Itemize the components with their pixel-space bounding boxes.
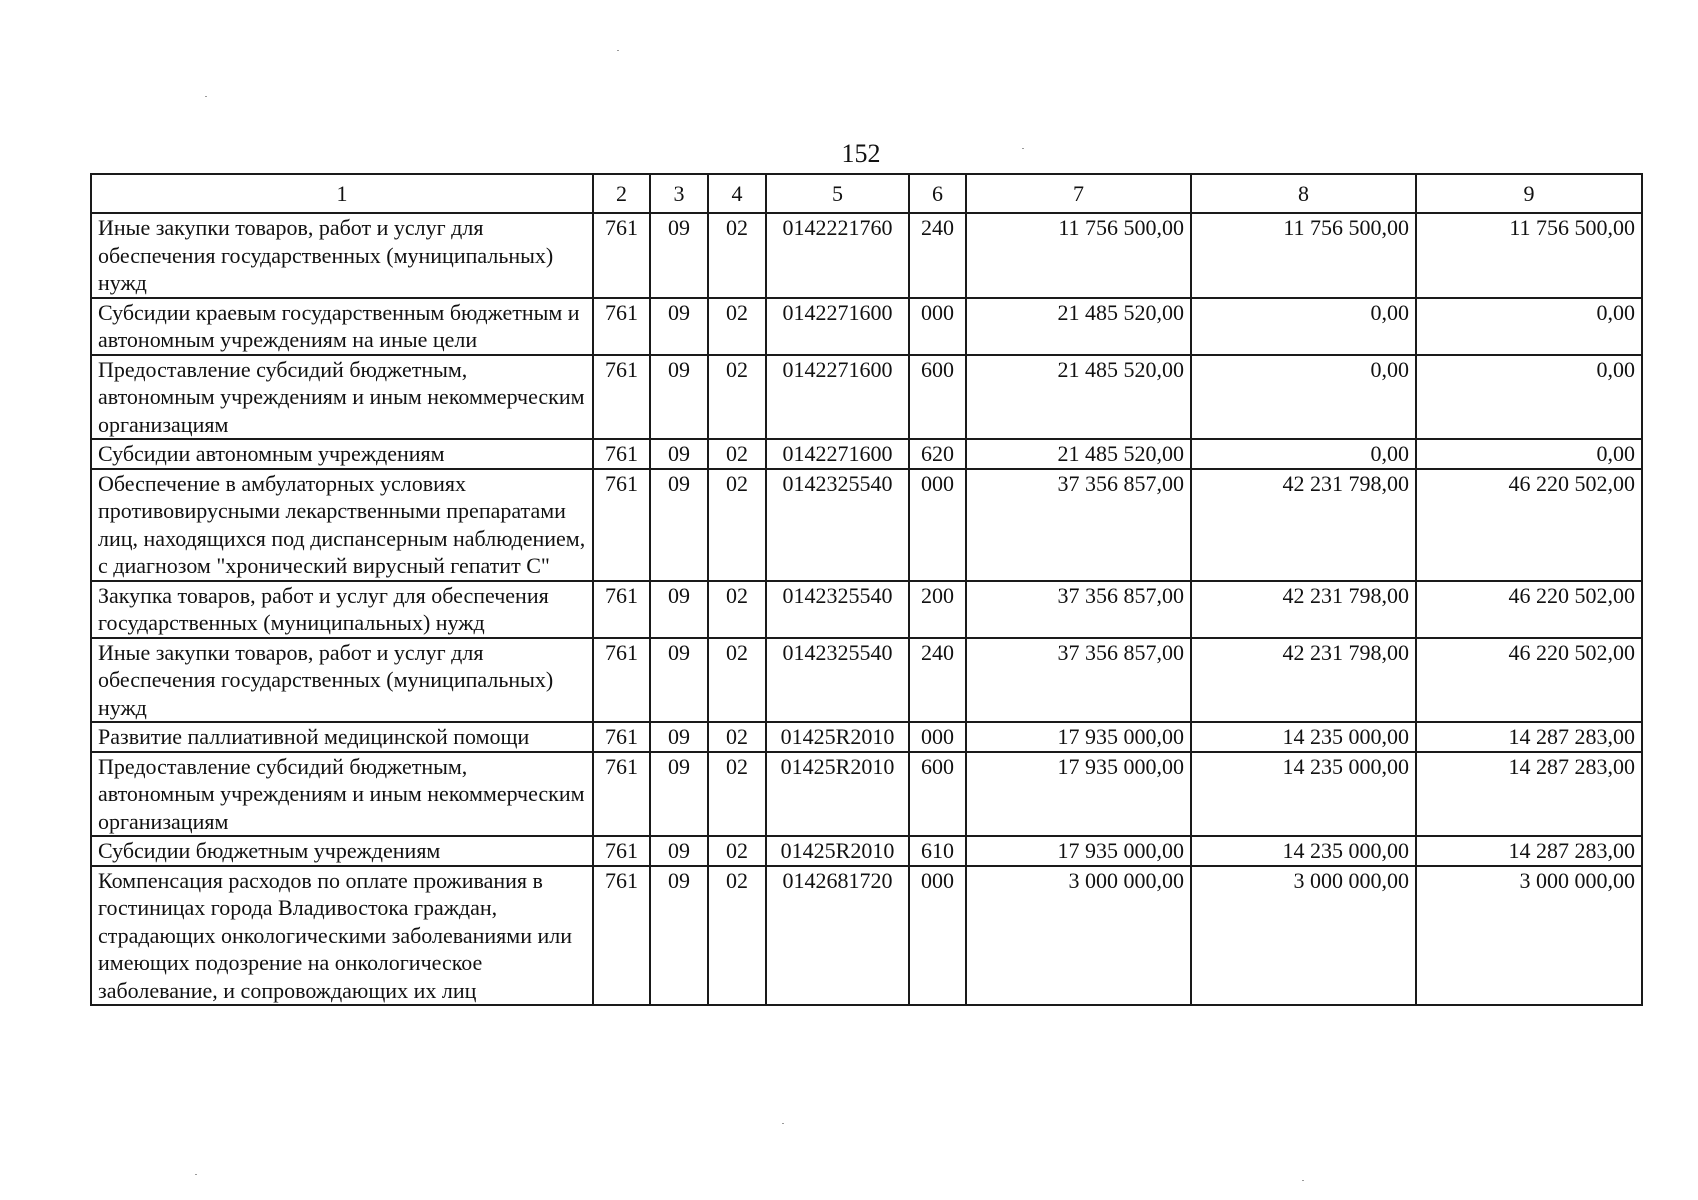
row-section-code: 09 xyxy=(650,581,708,638)
row-amount-col9: 14 287 283,00 xyxy=(1416,752,1642,837)
row-target-code: 0142325540 xyxy=(766,638,909,723)
table-row xyxy=(91,581,1642,638)
row-amount-col7: 37 356 857,00 xyxy=(966,469,1191,581)
row-name: Предоставление субсидий бюджетным, автономным учреждениям и иным некоммерческим организациям xyxy=(91,752,593,837)
row-subsection-code: 02 xyxy=(708,752,766,837)
row-target-code: 0142681720 xyxy=(766,866,909,1006)
row-section-code: 09 xyxy=(650,298,708,355)
row-amount-col8: 42 231 798,00 xyxy=(1191,638,1416,723)
scan-speck xyxy=(1022,148,1024,149)
row-section-code: 09 xyxy=(650,355,708,440)
row-amount-col8: 0,00 xyxy=(1191,298,1416,355)
row-ministry-code: 761 xyxy=(593,439,650,469)
table-row xyxy=(91,298,1642,355)
row-section-code: 09 xyxy=(650,866,708,1006)
row-name: Компенсация расходов по оплате проживания в гостиницах города Владивостока граждан, страдающих онкологическими заболеваниями или имеющих подозрение на онкологическое заболевание, и сопровождающих их лиц xyxy=(91,866,593,1006)
row-expense-type: 000 xyxy=(909,469,966,581)
row-amount-col7: 11 756 500,00 xyxy=(966,213,1191,298)
row-name: Закупка товаров, работ и услуг для обеспечения государственных (муниципальных) нужд xyxy=(91,581,593,638)
scan-speck xyxy=(617,50,619,51)
row-amount-col7: 37 356 857,00 xyxy=(966,638,1191,723)
scan-speck xyxy=(782,1123,784,1124)
row-amount-col9: 46 220 502,00 xyxy=(1416,469,1642,581)
table-row xyxy=(91,469,1642,581)
row-amount-col8: 0,00 xyxy=(1191,355,1416,440)
row-name: Иные закупки товаров, работ и услуг для обеспечения государственных (муниципальных) нужд xyxy=(91,213,593,298)
row-subsection-code: 02 xyxy=(708,836,766,866)
scan-speck xyxy=(1302,1180,1304,1181)
row-amount-col7: 17 935 000,00 xyxy=(966,836,1191,866)
row-ministry-code: 761 xyxy=(593,722,650,752)
column-header: 6 xyxy=(909,174,966,213)
column-header: 7 xyxy=(966,174,1191,213)
row-name: Субсидии краевым государственным бюджетным и автономным учреждениям на иные цели xyxy=(91,298,593,355)
row-section-code: 09 xyxy=(650,638,708,723)
row-target-code: 01425R2010 xyxy=(766,752,909,837)
row-expense-type: 610 xyxy=(909,836,966,866)
row-amount-col8: 42 231 798,00 xyxy=(1191,581,1416,638)
row-expense-type: 200 xyxy=(909,581,966,638)
row-amount-col9: 3 000 000,00 xyxy=(1416,866,1642,1006)
table-row xyxy=(91,439,1642,469)
row-amount-col7: 17 935 000,00 xyxy=(966,752,1191,837)
row-ministry-code: 761 xyxy=(593,836,650,866)
row-ministry-code: 761 xyxy=(593,638,650,723)
table-row xyxy=(91,866,1642,1006)
row-target-code: 0142271600 xyxy=(766,439,909,469)
row-amount-col8: 0,00 xyxy=(1191,439,1416,469)
row-amount-col8: 11 756 500,00 xyxy=(1191,213,1416,298)
row-section-code: 09 xyxy=(650,439,708,469)
row-subsection-code: 02 xyxy=(708,213,766,298)
row-amount-col9: 0,00 xyxy=(1416,355,1642,440)
row-expense-type: 620 xyxy=(909,439,966,469)
table-row xyxy=(91,836,1642,866)
row-ministry-code: 761 xyxy=(593,752,650,837)
row-ministry-code: 761 xyxy=(593,213,650,298)
row-target-code: 0142325540 xyxy=(766,581,909,638)
row-expense-type: 600 xyxy=(909,355,966,440)
row-amount-col7: 3 000 000,00 xyxy=(966,866,1191,1006)
row-expense-type: 240 xyxy=(909,213,966,298)
row-subsection-code: 02 xyxy=(708,439,766,469)
row-ministry-code: 761 xyxy=(593,581,650,638)
row-subsection-code: 02 xyxy=(708,638,766,723)
row-amount-col9: 11 756 500,00 xyxy=(1416,213,1642,298)
row-name: Иные закупки товаров, работ и услуг для обеспечения государственных (муниципальных) нужд xyxy=(91,638,593,723)
scan-speck xyxy=(195,1174,197,1175)
row-amount-col8: 3 000 000,00 xyxy=(1191,866,1416,1006)
row-subsection-code: 02 xyxy=(708,469,766,581)
row-target-code: 01425R2010 xyxy=(766,722,909,752)
row-amount-col7: 17 935 000,00 xyxy=(966,722,1191,752)
row-ministry-code: 761 xyxy=(593,469,650,581)
column-header: 4 xyxy=(708,174,766,213)
row-subsection-code: 02 xyxy=(708,298,766,355)
row-name: Развитие паллиативной медицинской помощи xyxy=(91,722,593,752)
row-ministry-code: 761 xyxy=(593,866,650,1006)
table-row xyxy=(91,638,1642,723)
row-expense-type: 000 xyxy=(909,722,966,752)
row-name: Субсидии автономным учреждениям xyxy=(91,439,593,469)
column-header: 9 xyxy=(1416,174,1642,213)
row-section-code: 09 xyxy=(650,469,708,581)
column-header: 8 xyxy=(1191,174,1416,213)
row-amount-col8: 14 235 000,00 xyxy=(1191,836,1416,866)
row-expense-type: 000 xyxy=(909,866,966,1006)
row-amount-col7: 21 485 520,00 xyxy=(966,439,1191,469)
table-row xyxy=(91,722,1642,752)
scan-speck xyxy=(205,96,207,97)
budget-table xyxy=(90,173,1643,1006)
row-ministry-code: 761 xyxy=(593,298,650,355)
table-row xyxy=(91,213,1642,298)
column-header: 2 xyxy=(593,174,650,213)
column-header: 5 xyxy=(766,174,909,213)
row-name: Предоставление субсидий бюджетным, автономным учреждениям и иным некоммерческим организациям xyxy=(91,355,593,440)
row-amount-col7: 21 485 520,00 xyxy=(966,298,1191,355)
row-amount-col9: 0,00 xyxy=(1416,298,1642,355)
column-header: 1 xyxy=(91,174,593,213)
row-amount-col9: 0,00 xyxy=(1416,439,1642,469)
row-expense-type: 240 xyxy=(909,638,966,723)
row-amount-col8: 42 231 798,00 xyxy=(1191,469,1416,581)
row-subsection-code: 02 xyxy=(708,581,766,638)
row-subsection-code: 02 xyxy=(708,722,766,752)
row-amount-col8: 14 235 000,00 xyxy=(1191,722,1416,752)
header-row xyxy=(91,174,1642,213)
row-subsection-code: 02 xyxy=(708,866,766,1006)
row-target-code: 01425R2010 xyxy=(766,836,909,866)
row-name: Субсидии бюджетным учреждениям xyxy=(91,836,593,866)
table-row xyxy=(91,752,1642,837)
row-subsection-code: 02 xyxy=(708,355,766,440)
row-expense-type: 000 xyxy=(909,298,966,355)
row-amount-col7: 21 485 520,00 xyxy=(966,355,1191,440)
table-row xyxy=(91,355,1642,440)
row-amount-col9: 46 220 502,00 xyxy=(1416,581,1642,638)
row-section-code: 09 xyxy=(650,213,708,298)
column-header: 3 xyxy=(650,174,708,213)
row-target-code: 0142271600 xyxy=(766,298,909,355)
row-section-code: 09 xyxy=(650,722,708,752)
row-section-code: 09 xyxy=(650,836,708,866)
row-amount-col9: 14 287 283,00 xyxy=(1416,836,1642,866)
row-amount-col9: 14 287 283,00 xyxy=(1416,722,1642,752)
row-name: Обеспечение в амбулаторных условиях противовирусными лекарственными препаратами лиц, находящихся под диспансерным наблюдением, с диагнозом "хронический вирусный гепатит С" xyxy=(91,469,593,581)
row-ministry-code: 761 xyxy=(593,355,650,440)
row-amount-col8: 14 235 000,00 xyxy=(1191,752,1416,837)
row-target-code: 0142325540 xyxy=(766,469,909,581)
page-number: 152 xyxy=(841,139,881,168)
row-amount-col7: 37 356 857,00 xyxy=(966,581,1191,638)
row-expense-type: 600 xyxy=(909,752,966,837)
row-amount-col9: 46 220 502,00 xyxy=(1416,638,1642,723)
row-section-code: 09 xyxy=(650,752,708,837)
row-target-code: 0142271600 xyxy=(766,355,909,440)
row-target-code: 0142221760 xyxy=(766,213,909,298)
